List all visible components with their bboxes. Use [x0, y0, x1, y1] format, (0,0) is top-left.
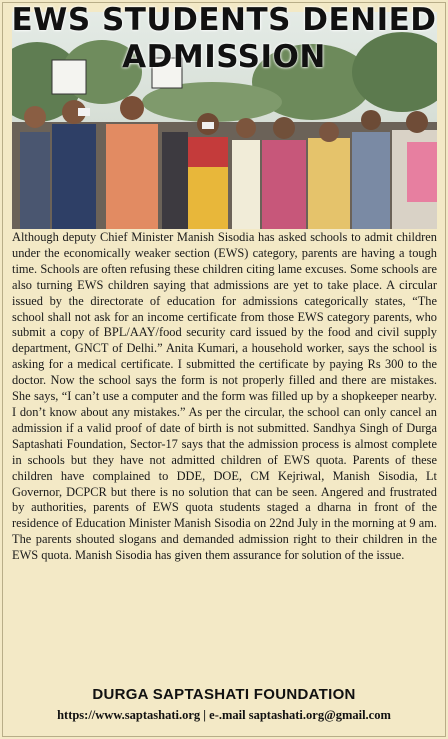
footer-organization: DURGA SAPTASHATI FOUNDATION: [92, 686, 356, 703]
headline-line-1: EWS STUDENTS DENIED: [11, 2, 437, 38]
footer-contact: https://www.saptashati.org | e-.mail saptashati.org@gmail.com: [57, 708, 391, 722]
article-body: Although deputy Chief Minister Manish Sisodia has asked schools to admit children under the economically weaker section (EWS) category, parents are having a tough time. Schools are often refusing these children citing lame excuses. Some schools are also turning EWS children saying that admissions are yet to take place. A circular issued by the directorate of education for admissions categorically states, “The school shall not ask for an income certificate from those EWS category parents, who submit a copy of BPL/AAY/food security card issued by the food and civil supply department, GNCT of Delhi.” Anita Kumari, a household worker, says the school is asking for a medical certificate. I submitted the certificate by paying Rs 300 to the doctor. Now the school says the form is not properly filled and there are mistakes. She says, “I can’t use a computer and the form was filled up by a shopkeeper nearby. I don’t know about any mistakes.” As per the circular, the school can only cancel an admission if a valid proof of date of birth is not submitted. Sandhya Singh of Durga Saptashati Foundation, Sector-17 says that the admission process is almost complete in schools but they have not admitted children of EWS quota. Parents of these children have complained to DDE, DOE, CM Kejriwal, Manish Sisodia, Lt Governor, DCPCR but there is no solution that can be seen. Angered and frustrated by authorities, parents of EWS quota students staged a dharna in front of the residence of Education Minister Manish Sisodia on 22nd July in the morning at 9 am. The parents shouted slogans and demanded admission right to their children in the EWS quota. Manish Sisodia has given them assurance for solution of the issue.: [12, 230, 437, 563]
headline-line-2: ADMISSION: [122, 39, 326, 75]
